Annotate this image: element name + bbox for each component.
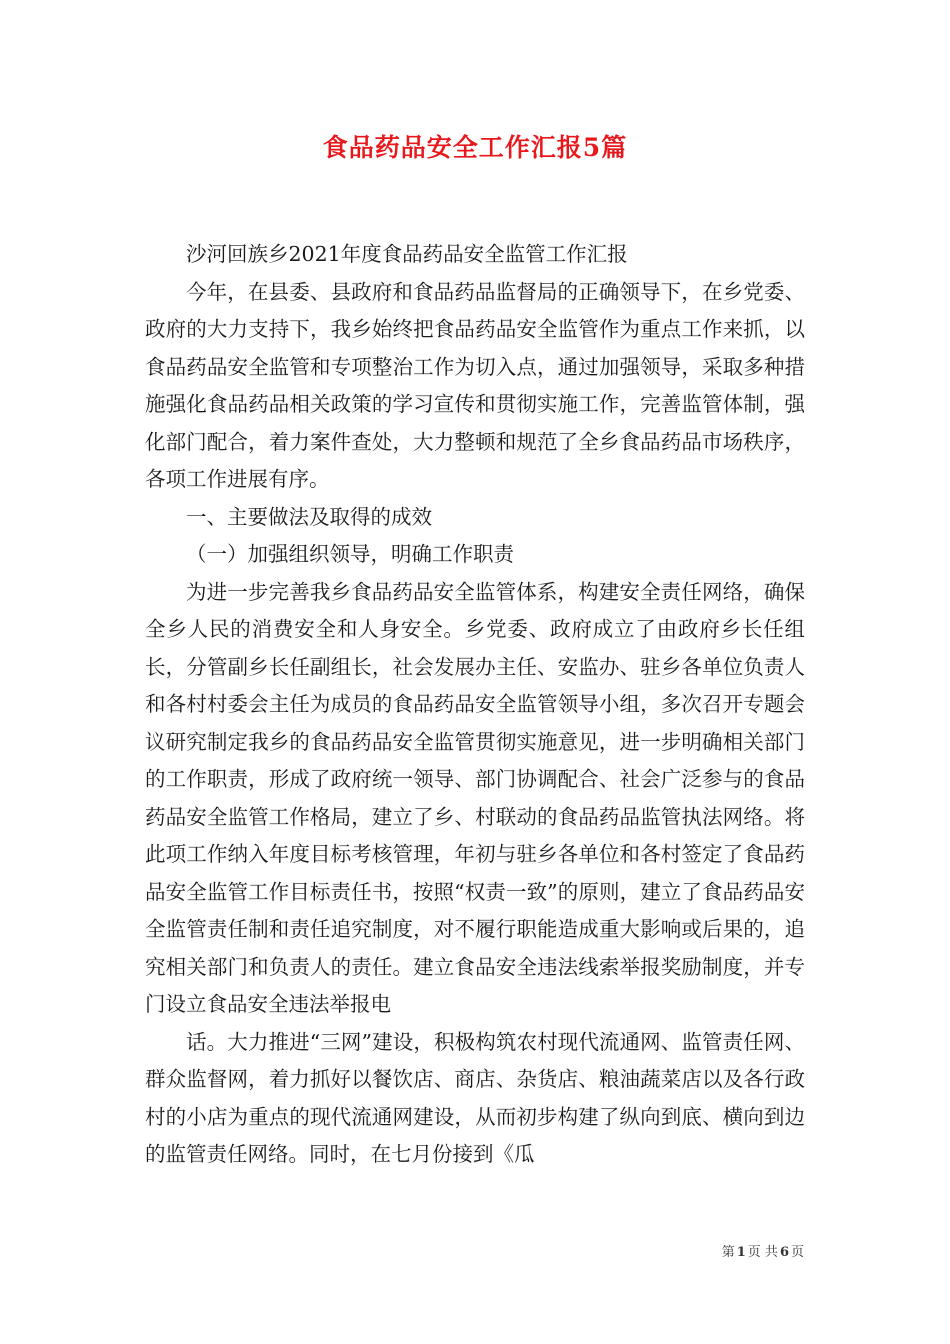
section-heading-main-practices: 一、主要做法及取得的成效 bbox=[186, 504, 432, 529]
footer-suffix: 页 bbox=[790, 1245, 804, 1260]
report-heading: 沙河回族乡2021年度食品药品安全监管工作汇报 bbox=[186, 242, 628, 266]
body-paragraph-supervision-system: 为进一步完善我乡食品药品安全监管体系，构建安全责任网络，确保全乡人民的消费安全和人身安全。乡党委、政府成立了由政府乡长任组长，分管副乡长任副组长，社会发展办主任、安监办、驻乡各单位负责人和各村村委会主任为成员的食品药品安全监管领导小组，多次召开专题会议研究制定我乡的食品药品安全监管贯彻实施意见，进一步明确相关部门的工作职责，形成了政府统一领导、部门协调配合、社会广泛参与的食品药品安全监管工作格局，建立了乡、村联动的食品药品监管执法网络。将此项工作纳入年度目标考核管理，年初与驻乡各单位和各村签定了食品药品安全监管工作目标责任书，按照“权责一致”的原则，建立了食品药品安全监管责任制和责任追究制度，对不履行职能造成重大影响或后果的，追究相关部门和负责人的责任。建立食品安全违法线索举报奖励制度，并专门设立食品安全违法举报电 bbox=[145, 579, 805, 1016]
document-body bbox=[145, 236, 805, 1174]
body-paragraph-three-networks: 话。大力推进“三网”建设，积极构筑农村现代流通网、监管责任网、群众监督网，着力抓好以餐饮店、商店、杂货店、粮油蔬菜店以及各行政村的小店为重点的现代流通网建设，从而初步构建了纵向到底、横向到边的监管责任网络。同时，在七月份接到《瓜 bbox=[145, 1029, 805, 1166]
document-title: 食品药品安全工作汇报5篇 bbox=[322, 133, 628, 162]
footer-current-page: 1 bbox=[736, 1245, 746, 1260]
footer-total-pages: 6 bbox=[779, 1245, 789, 1260]
footer-prefix: 第 bbox=[721, 1245, 735, 1260]
body-paragraph-intro: 今年，在县委、县政府和食品药品监督局的正确领导下，在乡党委、政府的大力支持下，我乡始终把食品药品安全监管作为重点工作来抓，以食品药品安全监管和专项整治工作为切入点，通过加强领导，采取多种措施强化食品药品相关政策的学习宣传和贯彻实施工作，完善监管体制，强化部门配合，着力案件查处，大力整顿和规范了全乡食品药品市场秩序，各项工作进展有序。 bbox=[145, 279, 805, 491]
subsection-heading-leadership: （一）加强组织领导，明确工作职责 bbox=[186, 542, 514, 566]
page-number-footer bbox=[722, 1243, 804, 1263]
footer-middle: 页 共 bbox=[747, 1245, 778, 1260]
